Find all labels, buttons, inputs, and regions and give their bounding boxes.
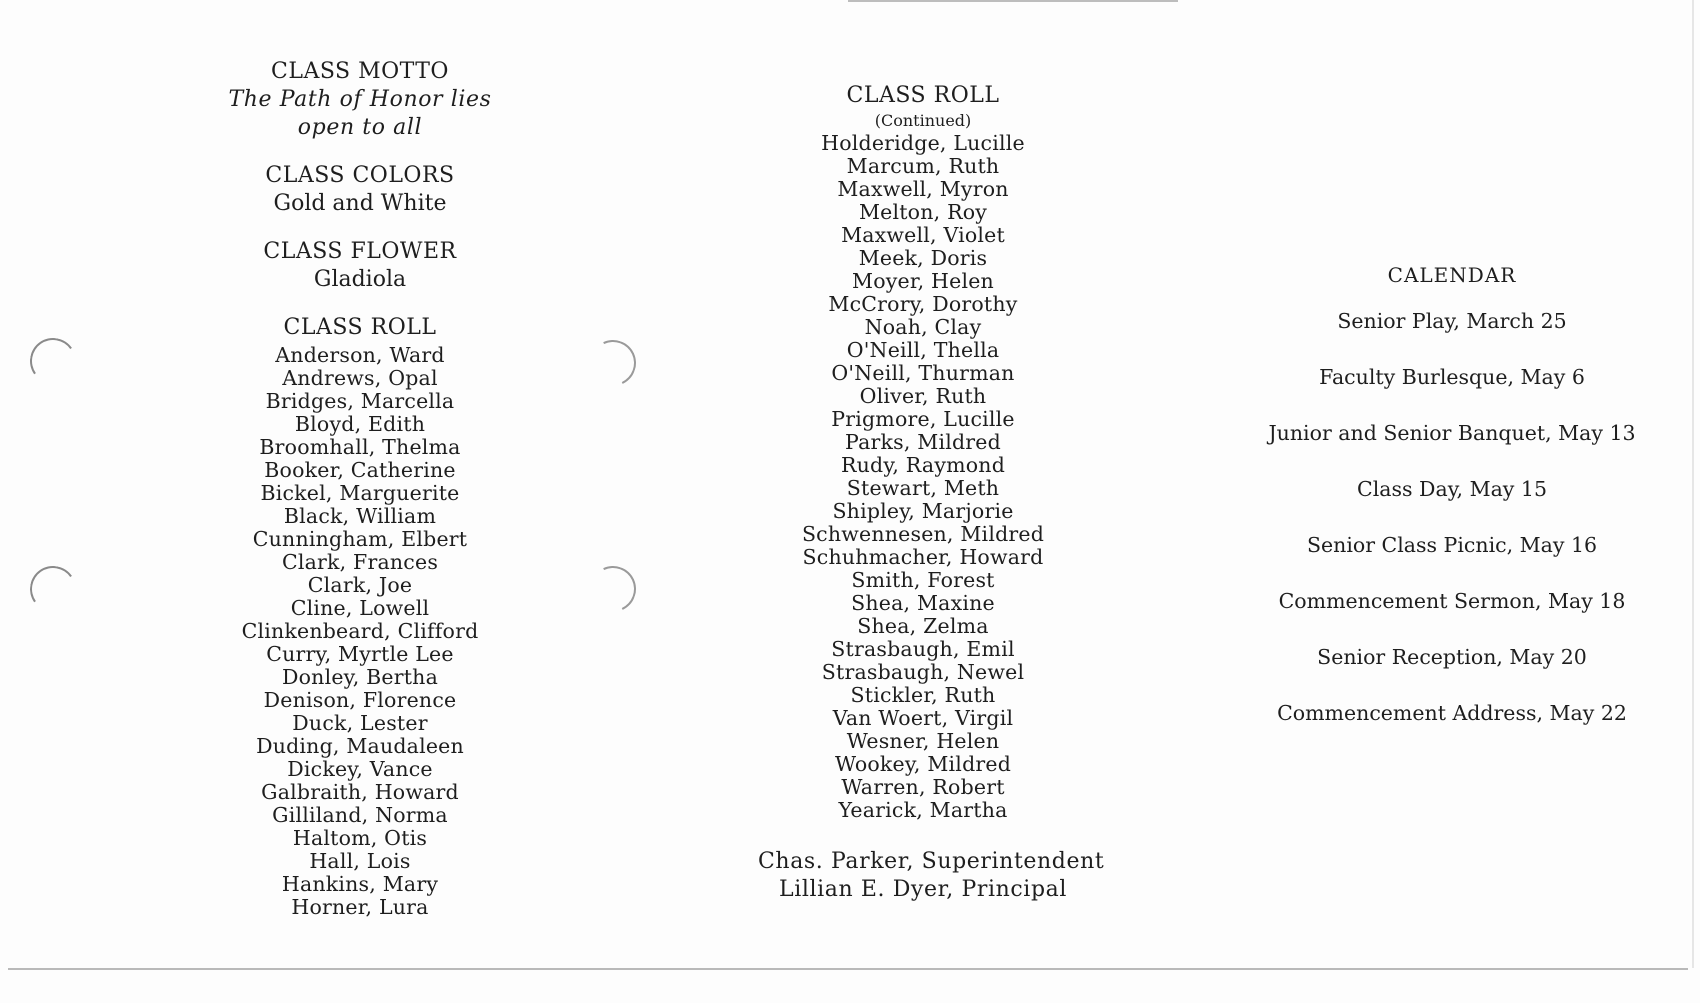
roll-name: Duck, Lester bbox=[292, 711, 428, 735]
class-roll-continued-list bbox=[758, 132, 1088, 822]
roll-name: Cline, Lowell bbox=[290, 596, 430, 620]
roll-name: Bickel, Marguerite bbox=[260, 481, 460, 505]
roll-name: Marcum, Ruth bbox=[846, 154, 1000, 178]
roll-name: Schwennesen, Mildred bbox=[801, 522, 1045, 546]
roll-name: Maxwell, Violet bbox=[841, 223, 1005, 247]
superintendent-line: Chas. Parker, Superintendent bbox=[758, 849, 1105, 874]
roll-name: Galbraith, Howard bbox=[261, 780, 459, 804]
paper-right-edge bbox=[1692, 0, 1694, 968]
roll-name: Bloyd, Edith bbox=[294, 412, 426, 436]
roll-name: Moyer, Helen bbox=[852, 269, 994, 293]
roll-name: Haltom, Otis bbox=[292, 826, 428, 850]
calendar-event: Commencement Sermon, May 18 bbox=[1278, 589, 1626, 613]
punch-hole-bottom-left bbox=[26, 562, 79, 615]
roll-name: Prigmore, Lucille bbox=[831, 407, 1015, 431]
flower-text: Gladiola bbox=[313, 267, 407, 292]
calendar-list bbox=[1222, 308, 1682, 726]
roll-name: Cunningham, Elbert bbox=[252, 527, 468, 551]
roll-name: Denison, Florence bbox=[263, 688, 457, 712]
roll-name: Shea, Zelma bbox=[857, 614, 989, 638]
roll-name: Clark, Frances bbox=[281, 550, 439, 574]
roll-name: Donley, Bertha bbox=[281, 665, 439, 689]
paper-top-edge bbox=[848, 0, 1178, 2]
punch-hole-top-left bbox=[26, 334, 79, 387]
roll-name: Booker, Catherine bbox=[264, 458, 456, 482]
middle-panel bbox=[758, 82, 1105, 904]
roll-name: Clark, Joe bbox=[307, 573, 413, 597]
roll-name: Black, William bbox=[283, 504, 437, 528]
colors-heading: CLASS COLORS bbox=[265, 163, 455, 188]
roll-name: Andrews, Opal bbox=[282, 366, 438, 390]
roll-name: Holderidge, Lucille bbox=[821, 131, 1025, 155]
calendar-event: Senior Class Picnic, May 16 bbox=[1306, 533, 1598, 557]
roll-name: Warren, Robert bbox=[841, 775, 1005, 799]
calendar-event: Junior and Senior Banquet, May 13 bbox=[1268, 421, 1636, 445]
roll-name: Curry, Myrtle Lee bbox=[266, 642, 454, 666]
roll-name: Bridges, Marcella bbox=[265, 389, 455, 413]
motto-text: The Path of Honor lies open to all bbox=[228, 87, 492, 140]
colors-text: Gold and White bbox=[273, 191, 447, 216]
roll-name: Horner, Lura bbox=[291, 895, 429, 919]
roll-name: O'Neill, Thella bbox=[846, 338, 1000, 362]
roll-name: Rudy, Raymond bbox=[840, 453, 1006, 477]
roll-name: Strasbaugh, Emil bbox=[831, 637, 1015, 661]
roll-name: Oliver, Ruth bbox=[859, 384, 987, 408]
class-roll-list bbox=[200, 344, 520, 919]
calendar-event: Class Day, May 15 bbox=[1357, 477, 1547, 501]
roll-name: Parks, Mildred bbox=[845, 430, 1001, 454]
calendar-event: Faculty Burlesque, May 6 bbox=[1319, 365, 1585, 389]
calendar-heading: CALENDAR bbox=[1387, 263, 1517, 287]
roll-name: Gilliland, Norma bbox=[272, 803, 448, 827]
motto-heading: CLASS MOTTO bbox=[271, 59, 449, 84]
roll-name: Hankins, Mary bbox=[281, 872, 439, 896]
paper-bottom-edge bbox=[8, 968, 1688, 970]
roll-name: Van Woert, Virgil bbox=[832, 706, 1014, 730]
continued-note: (Continued) bbox=[874, 111, 972, 130]
class-roll-continued-heading: CLASS ROLL bbox=[846, 83, 1000, 108]
punch-hole-top-right bbox=[584, 334, 643, 393]
roll-name: Dickey, Vance bbox=[287, 757, 433, 781]
calendar-event: Commencement Address, May 22 bbox=[1277, 701, 1627, 725]
roll-name: Wesner, Helen bbox=[846, 729, 1000, 753]
right-panel bbox=[1222, 262, 1682, 756]
roll-name: Melton, Roy bbox=[858, 200, 988, 224]
roll-name: Smith, Forest bbox=[851, 568, 995, 592]
roll-name: Shea, Maxine bbox=[851, 591, 995, 615]
roll-name: McCrory, Dorothy bbox=[828, 292, 1018, 316]
roll-name: Broomhall, Thelma bbox=[259, 435, 461, 459]
roll-name: Schuhmacher, Howard bbox=[802, 545, 1044, 569]
calendar-event: Senior Play, March 25 bbox=[1337, 309, 1567, 333]
flower-heading: CLASS FLOWER bbox=[263, 239, 457, 264]
roll-name: Anderson, Ward bbox=[275, 343, 445, 367]
roll-name: Strasbaugh, Newel bbox=[821, 660, 1025, 684]
roll-name: Noah, Clay bbox=[864, 315, 982, 339]
roll-name: Maxwell, Myron bbox=[837, 177, 1009, 201]
roll-name: Hall, Lois bbox=[309, 849, 411, 873]
roll-name: O'Neill, Thurman bbox=[831, 361, 1015, 385]
roll-name: Stewart, Meth bbox=[846, 476, 1000, 500]
roll-name: Meek, Doris bbox=[858, 246, 988, 270]
principal-line: Lillian E. Dyer, Principal bbox=[779, 877, 1067, 902]
calendar-event: Senior Reception, May 20 bbox=[1317, 645, 1587, 669]
roll-name: Wookey, Mildred bbox=[834, 752, 1012, 776]
roll-name: Shipley, Marjorie bbox=[832, 499, 1014, 523]
left-panel bbox=[200, 58, 520, 919]
roll-name: Duding, Maudaleen bbox=[256, 734, 464, 758]
faculty-signatures bbox=[758, 848, 1105, 904]
roll-name: Stickler, Ruth bbox=[850, 683, 996, 707]
roll-name: Clinkenbeard, Clifford bbox=[241, 619, 479, 643]
class-roll-heading: CLASS ROLL bbox=[283, 315, 437, 340]
roll-name: Yearick, Martha bbox=[838, 798, 1008, 822]
punch-hole-bottom-right bbox=[584, 560, 643, 619]
